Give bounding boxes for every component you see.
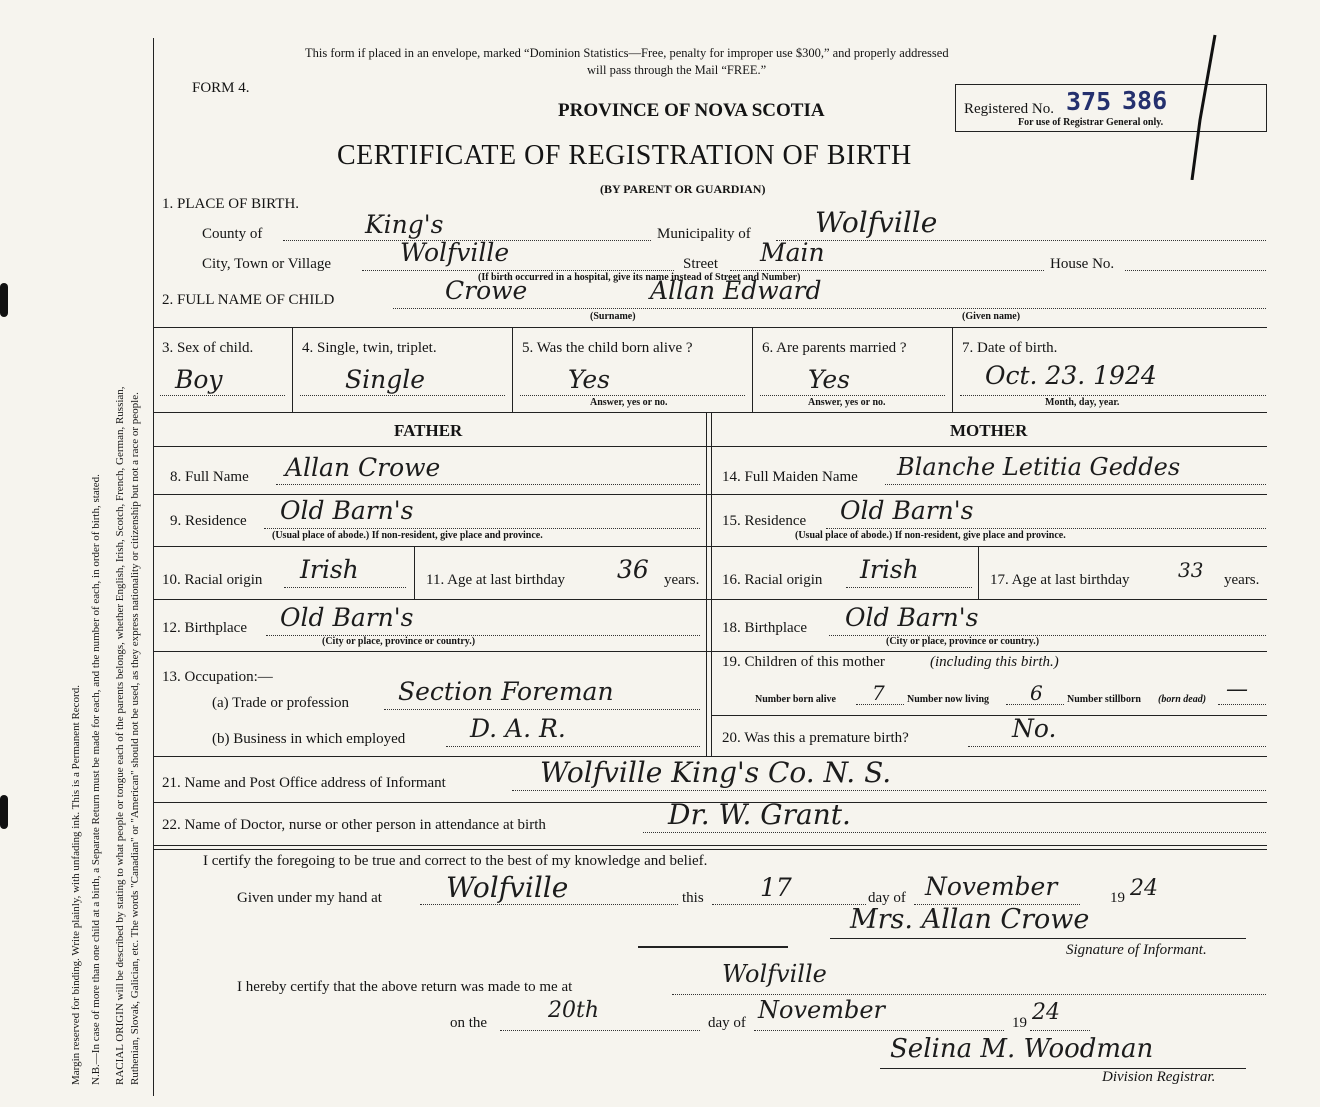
given-under-hand-label: Given under my hand at [237, 890, 382, 906]
registered-number-prefix: 375 [1066, 87, 1112, 116]
number-stillborn-value: — [1226, 677, 1248, 702]
father-years-label: years. [664, 572, 700, 588]
division-registrar-label: Division Registrar. [1102, 1069, 1216, 1085]
child-given-name: Allan Edward [650, 276, 822, 305]
informant-signature: Mrs. Allan Crowe [850, 904, 1090, 935]
binding-hole-bottom [0, 795, 8, 829]
margin-note-multiple-births: N.B.—In case of more than one child at a birth, a Separate Return must be made for each, and the number of each, in order of birth, stated. [90, 474, 102, 1085]
date-of-birth-label: 7. Date of birth. [962, 340, 1058, 356]
doctor-label: 22. Name of Doctor, nurse or other person in attendance at birth [162, 817, 546, 833]
form-number: FORM 4. [192, 80, 250, 96]
surname-note: (Surname) [590, 311, 636, 322]
mother-racial-origin-value: Irish [860, 555, 919, 584]
mother-years-label: years. [1224, 572, 1260, 588]
date-of-birth-note: Month, day, year. [1045, 397, 1120, 408]
number-living-value: 6 [1030, 681, 1043, 705]
father-birthplace-label: 12. Birthplace [162, 620, 247, 636]
registrar-year-prefix: 19 [1012, 1015, 1027, 1031]
street-value: Main [760, 238, 825, 267]
father-racial-origin-label: 10. Racial origin [162, 572, 263, 588]
father-name-label: 8. Full Name [170, 469, 249, 485]
child-surname: Crowe [445, 276, 528, 305]
city-value: Wolfville [400, 238, 510, 267]
father-residence-note: (Usual place of abode.) If non-resident, give place and province. [272, 530, 543, 541]
business-label: (b) Business in which employed [212, 731, 406, 747]
margin-note-binding: Margin reserved for binding. Write plainly, with unfading ink. This is a Permanent Record. [70, 685, 82, 1085]
mother-heading: MOTHER [950, 421, 1028, 440]
given-month-value: November [925, 872, 1058, 901]
number-born-alive-value: 7 [872, 681, 885, 705]
given-day-value: 17 [760, 873, 792, 902]
father-heading: FATHER [394, 421, 463, 440]
mother-age-label: 17. Age at last birthday [990, 572, 1130, 588]
column-divider [706, 413, 707, 756]
section-separator [638, 946, 788, 948]
registrar-use-note: For use of Registrar General only. [1018, 117, 1164, 128]
registered-label: Registered No. [964, 101, 1054, 117]
registered-number-suffix: 386 [1122, 86, 1168, 115]
parents-married-label: 6. Are parents married ? [762, 340, 907, 356]
margin-note-racial-origin: RACIAL ORIGIN will be described by stating to what people or tongue each of the parents belongs, whether English, Irish, Scotch, French, German, Russian, [114, 386, 126, 1085]
binding-hole-top [0, 283, 8, 317]
mother-residence-label: 15. Residence [722, 513, 807, 529]
registrar-signature: Selina M. Woodman [890, 1034, 1154, 1064]
postal-notice-line2: will pass through the Mail “FREE.” [587, 63, 767, 77]
county-label: County of [202, 226, 263, 242]
given-day-of-label: day of [868, 890, 906, 906]
trade-value: Section Foreman [398, 677, 614, 706]
sex-label: 3. Sex of child. [162, 340, 254, 356]
registrar-year-suffix: 24 [1032, 1000, 1060, 1025]
certification-statement: I certify the foregoing to be true and correct to the best of my knowledge and belief. [203, 853, 708, 869]
plurality-label: 4. Single, twin, triplet. [302, 340, 437, 356]
pen-stroke-mark [1180, 30, 1220, 180]
children-of-mother-note: (including this birth.) [930, 654, 1059, 670]
hospital-note: (If birth occurred in a hospital, give its name instead of Street and Number) [478, 272, 801, 283]
number-living-label: Number now living [907, 694, 990, 705]
street-label: Street [683, 256, 718, 272]
registrar-day-value: 20th [548, 998, 600, 1023]
date-of-birth-value: Oct. 23. 1924 [985, 361, 1157, 390]
born-alive-label: 5. Was the child born alive ? [522, 340, 693, 356]
given-place-value: Wolfville [446, 871, 569, 904]
registrar-day-of-label: day of [708, 1015, 746, 1031]
business-value: D. A. R. [470, 714, 566, 743]
mother-racial-origin-label: 16. Racial origin [722, 572, 823, 588]
province-heading: PROVINCE OF NOVA SCOTIA [558, 100, 825, 121]
plurality-value: Single [345, 365, 426, 394]
given-year-prefix: 19 [1110, 890, 1125, 906]
father-residence-value: Old Barn's [280, 496, 414, 525]
father-racial-origin-value: Irish [300, 555, 359, 584]
mother-residence-note: (Usual place of abode.) If non-resident, give place and province. [795, 530, 1066, 541]
informant-value: Wolfville King's Co. N. S. [540, 756, 892, 789]
registrar-statement: I hereby certify that the above return was made to me at [237, 979, 573, 995]
mother-name-label: 14. Full Maiden Name [722, 469, 858, 485]
mother-birthplace-note: (City or place, province or country.) [886, 636, 1040, 647]
premature-birth-value: No. [1012, 714, 1057, 743]
parents-married-note: Answer, yes or no. [808, 397, 886, 408]
number-stillborn-note: (born dead) [1158, 694, 1207, 705]
registration-number-box [955, 84, 1267, 132]
father-age-label: 11. Age at last birthday [426, 572, 565, 588]
county-value: King's [365, 210, 444, 239]
father-birthplace-value: Old Barn's [280, 603, 414, 632]
mother-birthplace-value: Old Barn's [845, 603, 979, 632]
mother-birthplace-label: 18. Birthplace [722, 620, 807, 636]
given-year-suffix: 24 [1130, 876, 1158, 901]
postal-notice-line1: This form if placed in an envelope, marked “Dominion Statistics—Free, penalty for improper use $300,” and properly addressed [305, 46, 949, 60]
form-left-border [153, 38, 154, 1096]
child-name-label: 2. FULL NAME OF CHILD [162, 292, 335, 308]
municipality-value: Wolfville [815, 206, 938, 239]
father-residence-label: 9. Residence [170, 513, 247, 529]
certificate-subtitle: (BY PARENT OR GUARDIAN) [600, 182, 766, 196]
number-born-alive-label: Number born alive [755, 694, 836, 705]
premature-birth-label: 20. Was this a premature birth? [722, 730, 909, 746]
informant-signature-label: Signature of Informant. [1066, 942, 1207, 958]
place-of-birth-label: 1. PLACE OF BIRTH. [162, 196, 300, 212]
number-stillborn-label: Number stillborn [1067, 694, 1141, 705]
city-label: City, Town or Village [202, 256, 332, 272]
registrar-place-value: Wolfville [722, 960, 827, 988]
father-name-value: Allan Crowe [285, 453, 441, 482]
house-number-label: House No. [1050, 256, 1115, 272]
doctor-value: Dr. W. Grant. [668, 798, 851, 831]
registrar-month-value: November [758, 996, 886, 1024]
father-birthplace-note: (City or place, province or country.) [322, 636, 476, 647]
this-label: this [682, 890, 704, 906]
born-alive-value: Yes [568, 365, 610, 394]
trade-label: (a) Trade or profession [212, 695, 350, 711]
informant-label: 21. Name and Post Office address of Informant [162, 775, 446, 791]
mother-age-value: 33 [1178, 558, 1204, 582]
mother-residence-value: Old Barn's [840, 496, 974, 525]
father-age-value: 36 [617, 555, 649, 584]
parents-married-value: Yes [808, 365, 850, 394]
given-name-note: (Given name) [962, 311, 1021, 322]
on-the-label: on the [450, 1015, 488, 1031]
municipality-label: Municipality of [657, 226, 751, 242]
occupation-label: 13. Occupation:— [162, 669, 273, 685]
certificate-title: CERTIFICATE OF REGISTRATION OF BIRTH [337, 140, 912, 171]
mother-name-value: Blanche Letitia Geddes [897, 453, 1181, 481]
margin-note-racial-origin-cont: Ruthenian, Slovak, Galician, etc. The words "Canadian" or "American" should not be used, as they express nationality or citizenship but not a race or people. [129, 392, 141, 1085]
children-of-mother-label: 19. Children of this mother [722, 654, 885, 670]
sex-value: Boy [175, 365, 223, 394]
born-alive-note: Answer, yes or no. [590, 397, 668, 408]
